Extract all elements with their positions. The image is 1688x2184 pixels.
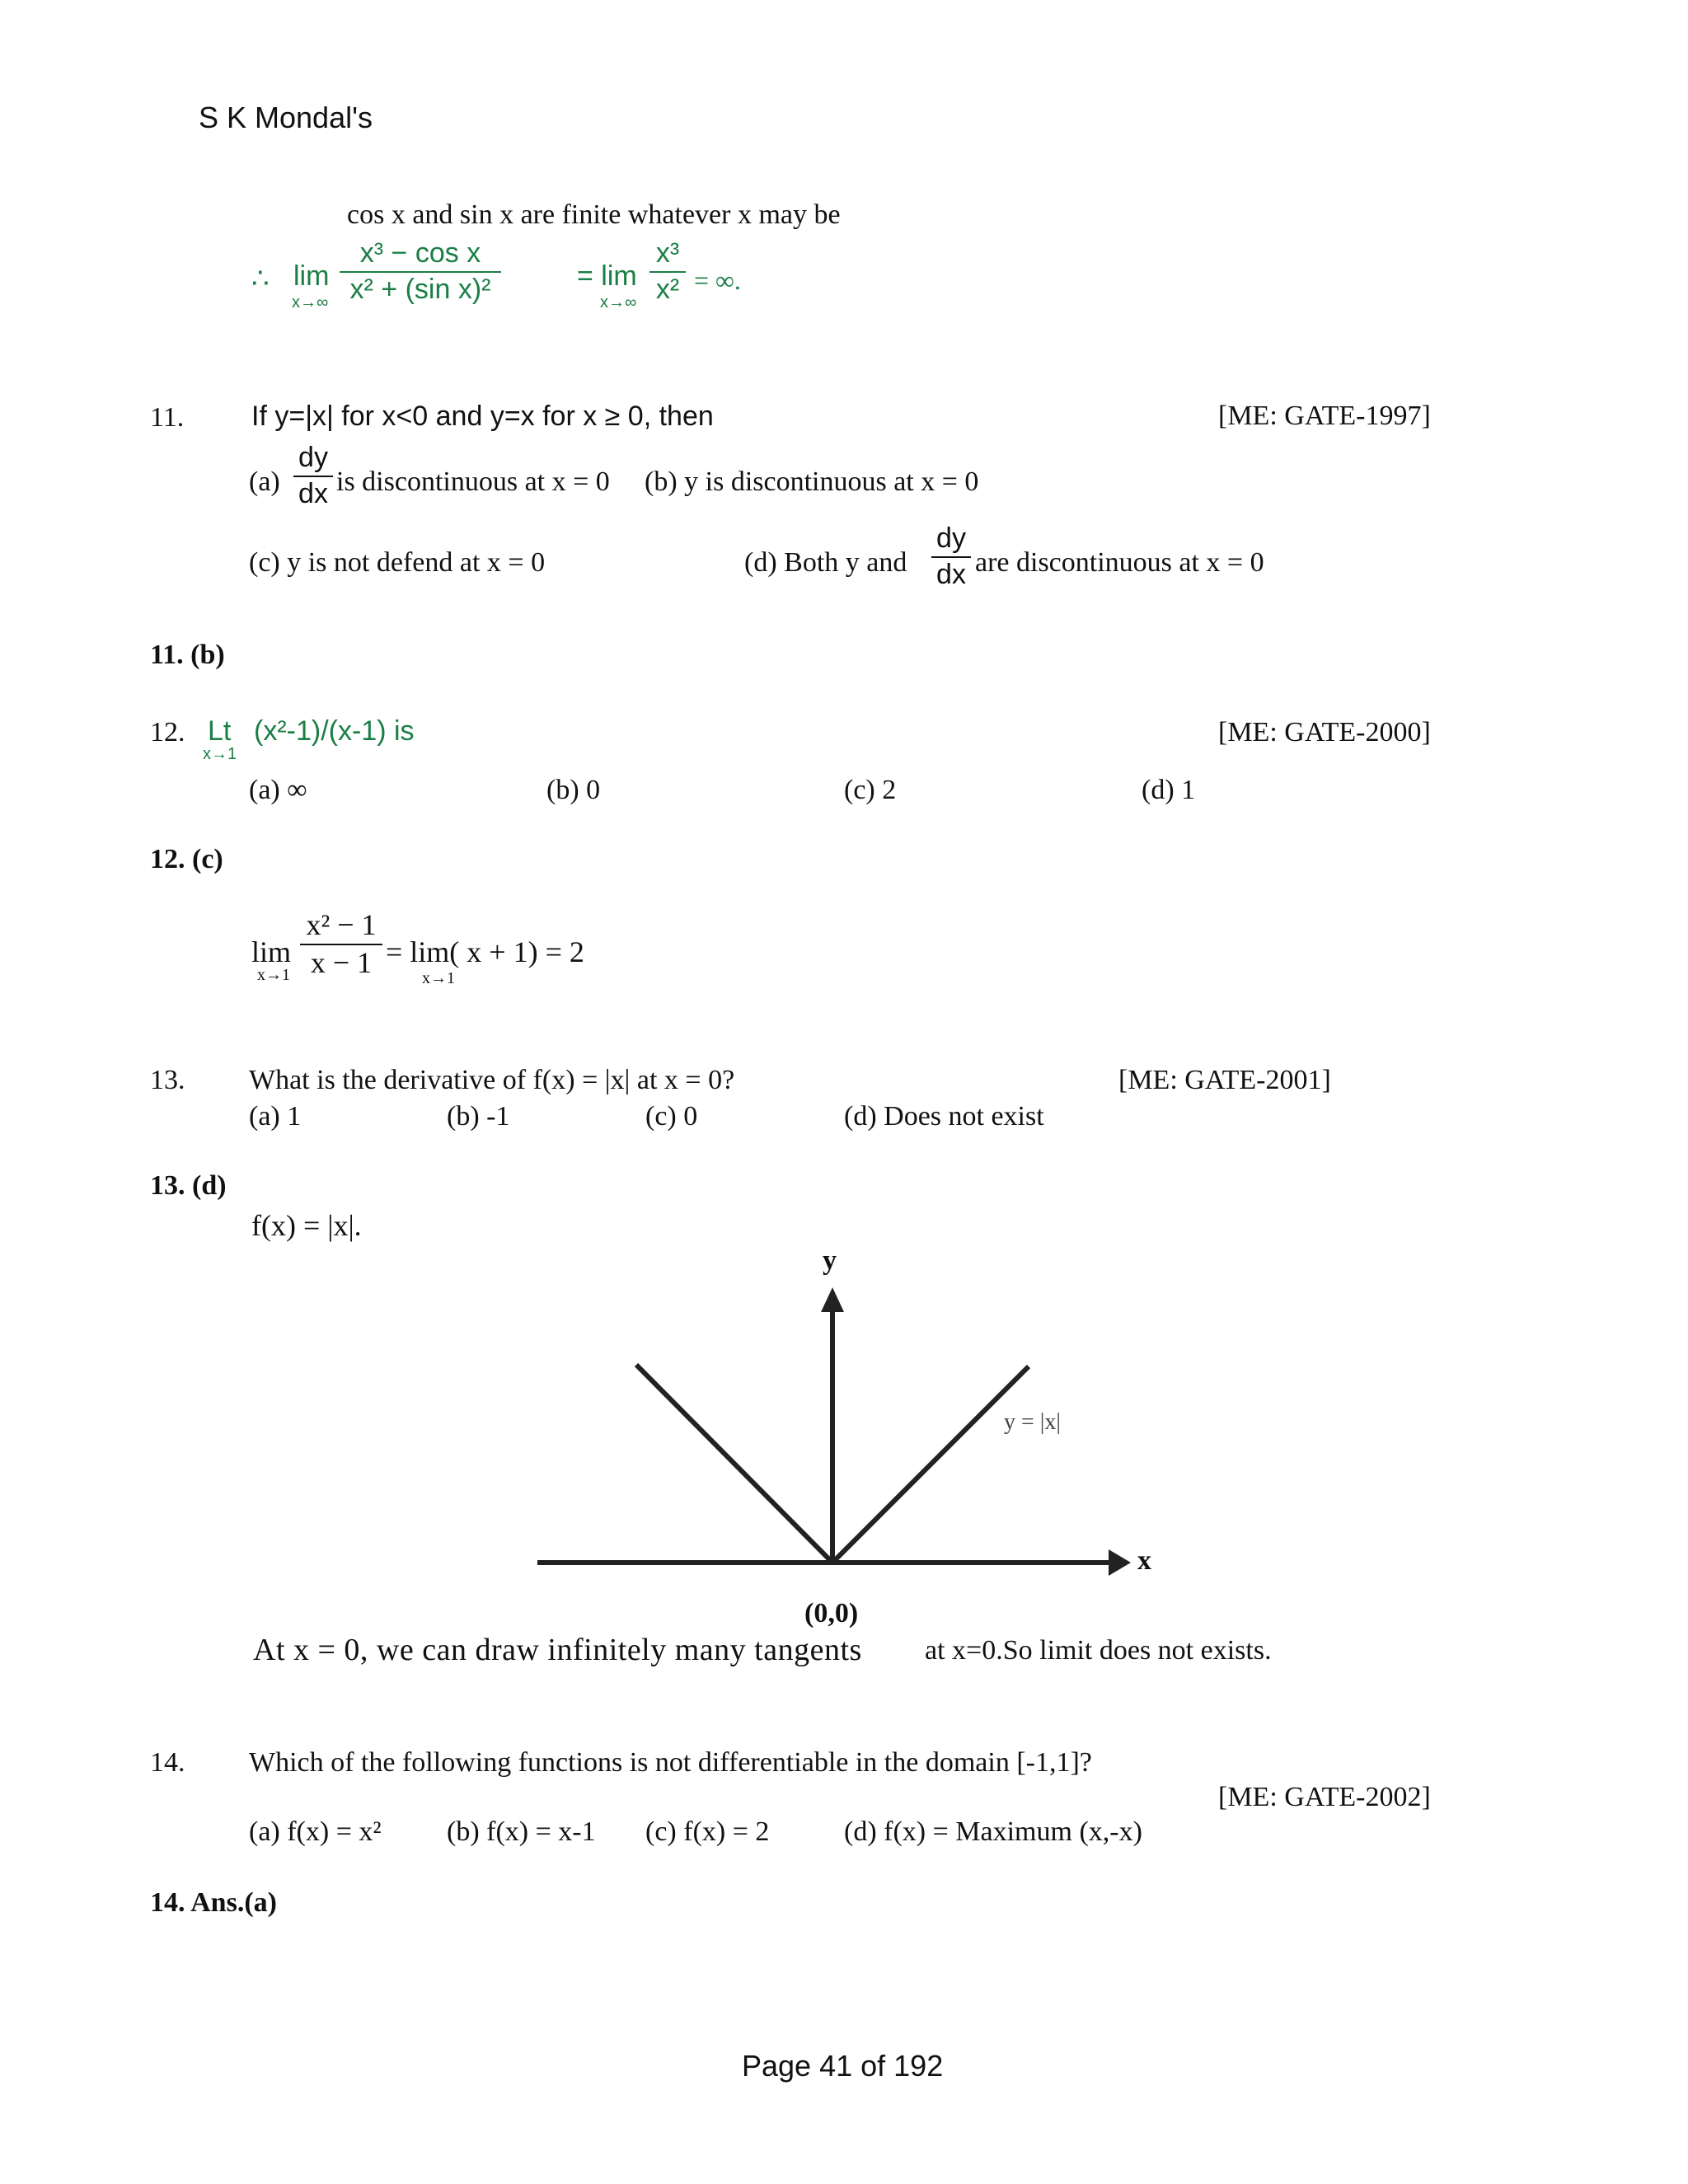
lim-operator: lim — [293, 260, 330, 292]
y-axis-arrowhead — [821, 1287, 844, 1312]
q13-option-d: (d) Does not exist — [844, 1101, 1044, 1132]
q12-solution-rhs-subscript: x→1 — [422, 969, 455, 987]
q13-conclusion-tail: at x=0.So limit does not exists. — [925, 1635, 1272, 1666]
q11-number: 11. — [150, 402, 185, 433]
q12-lt: Lt — [208, 715, 232, 747]
q12-option-d: (d) 1 — [1142, 775, 1196, 805]
q13-conclusion-main: At x = 0, we can draw infinitely many tangents — [253, 1633, 862, 1667]
q13-function: f(x) = |x|. — [251, 1209, 362, 1242]
q10-result: = ∞. — [694, 265, 741, 295]
q10-lhs-denominator: x² + (sin x)² — [349, 273, 491, 305]
q12-solution-lim: lim — [251, 935, 292, 968]
q11-source: [ME: GATE-1997] — [1218, 401, 1431, 431]
q11-option-d-prefix: (d) Both y and — [744, 547, 907, 578]
q14-source: [ME: GATE-2002] — [1218, 1782, 1431, 1812]
q12-solution-numerator: x² − 1 — [306, 908, 377, 941]
q11-option-b: (b) y is discontinuous at x = 0 — [645, 466, 979, 497]
dy-numerator: dy — [298, 442, 328, 473]
q14-question: Which of the following functions is not differentiable in the domain [-1,1]? — [249, 1747, 1092, 1778]
q11-answer: 11. (b) — [150, 640, 225, 670]
q14-option-c: (c) f(x) = 2 — [645, 1816, 770, 1847]
q12-number: 12. — [150, 717, 185, 748]
q13-option-b: (b) -1 — [447, 1101, 510, 1132]
q12-solution-denominator: x − 1 — [310, 945, 373, 979]
q11-option-a-label: (a) — [249, 466, 280, 497]
x-axis-label: x — [1137, 1545, 1151, 1576]
q12-question: (x²-1)/(x-1) is — [254, 715, 415, 747]
q13-option-c: (c) 0 — [645, 1101, 698, 1132]
curve-label: y = |x| — [1004, 1409, 1062, 1435]
q13-answer: 13. (d) — [150, 1170, 227, 1201]
left-branch-line — [636, 1365, 832, 1563]
y-axis-label: y — [823, 1245, 837, 1276]
q12-source: [ME: GATE-2000] — [1218, 717, 1431, 748]
q12-answer: 12. (c) — [150, 844, 223, 874]
q11-question: If y=|x| for x<0 and y=x for x ≥ 0, then — [251, 401, 714, 432]
q10-eq-lim: = lim — [577, 260, 637, 292]
page-header-author: S K Mondal's — [199, 101, 373, 134]
q12-option-a: (a) ∞ — [249, 775, 307, 805]
lim-subscript: x→∞ — [292, 293, 329, 312]
dx-denominator: dx — [936, 558, 966, 590]
q12-option-b: (b) 0 — [546, 775, 601, 805]
q12-solution-rhs: = lim( x + 1) = 2 — [386, 935, 584, 968]
q12-option-c: (c) 2 — [844, 775, 897, 805]
origin-label: (0,0) — [804, 1598, 859, 1629]
q10-rhs-denominator: x² — [655, 273, 680, 305]
q14-option-b: (b) f(x) = x-1 — [447, 1816, 596, 1847]
q11-option-a-text: is discontinuous at x = 0 — [336, 466, 610, 497]
q13-question: What is the derivative of f(x) = |x| at x = 0? — [249, 1065, 735, 1095]
page-number: Page 41 of 192 — [742, 2049, 944, 2083]
therefore-symbol: ∴ — [251, 263, 270, 294]
q10-rhs-numerator: x³ — [655, 237, 680, 269]
q10-note: cos x and sin x are finite whatever x may be — [347, 199, 841, 230]
q11-option-d-suffix: are discontinuous at x = 0 — [975, 547, 1264, 578]
q13-number: 13. — [150, 1065, 185, 1095]
q14-option-a: (a) f(x) = x² — [249, 1816, 382, 1847]
q10-eq-lim-subscript: x→∞ — [600, 293, 637, 312]
q11-option-c: (c) y is not defend at x = 0 — [249, 547, 546, 578]
right-branch-line — [832, 1366, 1029, 1563]
q14-answer: 14. Ans.(a) — [150, 1887, 277, 1918]
q12-solution-lim-subscript: x→1 — [257, 966, 290, 984]
dx-denominator: dx — [298, 477, 328, 509]
q12-lt-subscript: x→1 — [203, 745, 237, 763]
q13-option-a: (a) 1 — [249, 1101, 302, 1132]
q14-number: 14. — [150, 1747, 185, 1778]
q14-option-d: (d) f(x) = Maximum (x,-x) — [844, 1816, 1142, 1847]
q13-source: [ME: GATE-2001] — [1118, 1065, 1331, 1095]
dy-numerator: dy — [936, 523, 966, 554]
x-axis-arrowhead — [1109, 1549, 1131, 1576]
q10-lhs-numerator: x³ − cos x — [359, 237, 481, 269]
